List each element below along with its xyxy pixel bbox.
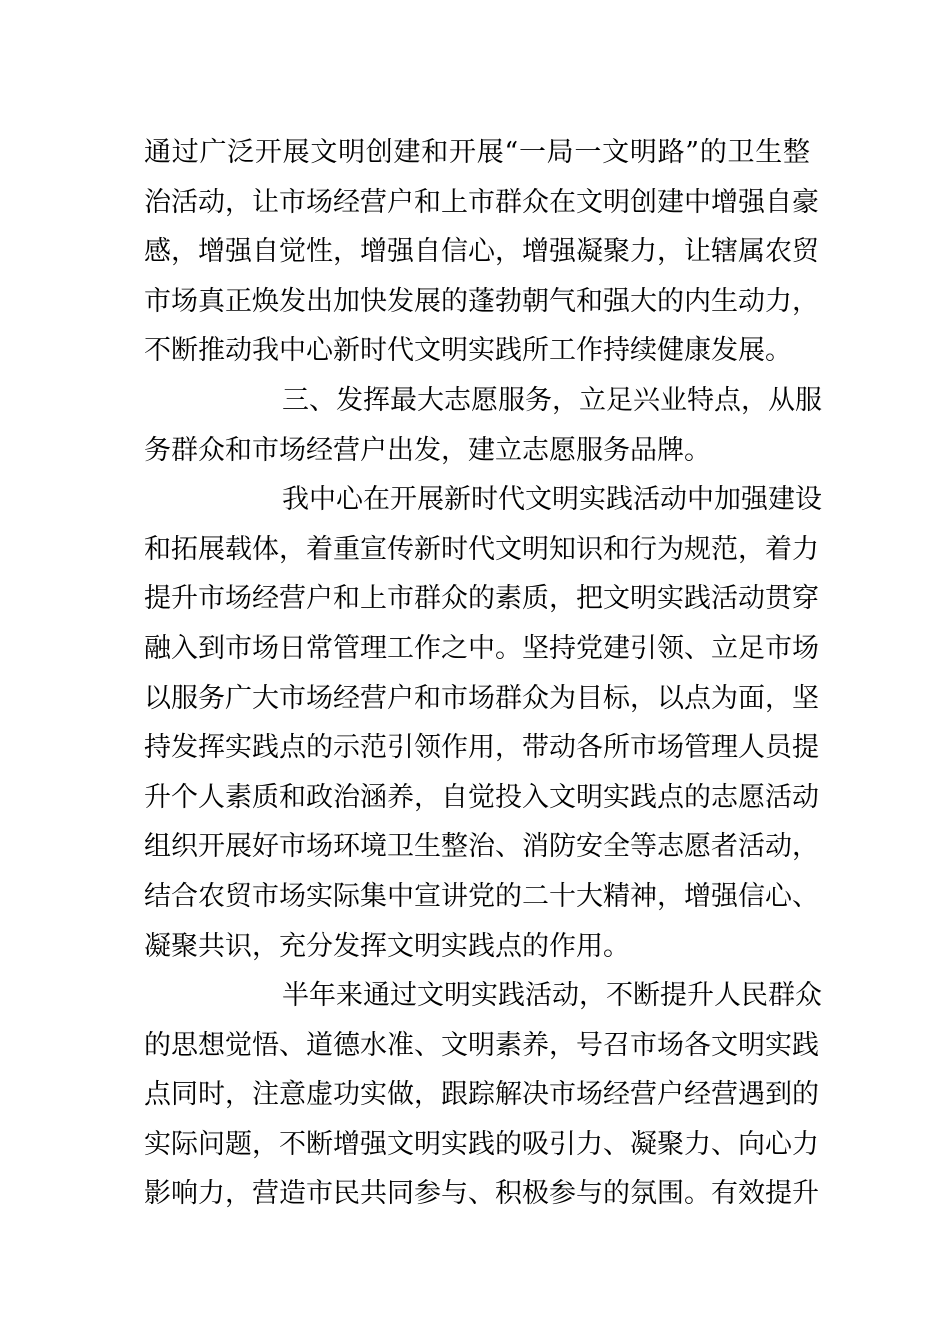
text-line: 实际问题，不断增强文明实践的吸引力、凝聚力、向心力	[144, 1128, 819, 1160]
text-line: 点同时，注意虚功实做，跟踪解决市场经营户经营遇到的	[144, 1079, 819, 1111]
text-line: 和拓展载体，着重宣传新时代文明知识和行为规范，着力	[144, 533, 819, 565]
text-line: 感，增强自觉性，增强自信心，增强凝聚力，让辖属农贸	[144, 236, 819, 268]
document-body	[144, 128, 822, 1219]
text-line: 凝聚共识，充分发挥文明实践点的作用。	[144, 930, 630, 962]
text-line: 影响力，营造市民共同参与、积极参与的氛围。有效提升	[144, 1178, 819, 1210]
text-line: 以服务广大市场经营户和市场群众为目标，以点为面，坚	[144, 682, 819, 714]
text-line: 提升市场经营户和上市群众的素质，把文明实践活动贯穿	[144, 583, 819, 615]
text-line: 半年来通过文明实践活动，不断提升人民群众	[282, 980, 822, 1012]
text-line: 结合农贸市场实际集中宣讲党的二十大精神，增强信心、	[144, 880, 819, 912]
text-line: 治活动，让市场经营户和上市群众在文明创建中增强自豪	[144, 186, 819, 218]
text-line: 市场真正焕发出加快发展的蓬勃朝气和强大的内生动力，	[144, 285, 819, 317]
text-line: 融入到市场日常管理工作之中。坚持党建引领、立足市场	[144, 632, 819, 664]
text-line: 持发挥实践点的示范引领作用，带动各所市场管理人员提	[144, 732, 819, 764]
paragraph-2-section-heading	[144, 376, 822, 475]
paragraph-4	[144, 971, 822, 1219]
text-line: 升个人素质和政治涵养，自觉投入文明实践点的志愿活动	[144, 781, 819, 813]
text-line: 通过广泛开展文明创建和开展“一局一文明路”的卫生整	[144, 137, 810, 168]
text-line: 的思想觉悟、道德水准、文明素养，号召市场各文明实践	[144, 1029, 819, 1061]
paragraph-1	[144, 128, 819, 376]
text-line: 组织开展好市场环境卫生整治、消防安全等志愿者活动，	[144, 831, 819, 863]
text-line: 务群众和市场经营户出发，建立志愿服务品牌。	[144, 434, 711, 466]
text-line: 不断推动我中心新时代文明实践所工作持续健康发展。	[144, 335, 792, 367]
text-line: 三、发挥最大志愿服务，立足兴业特点，从服	[282, 384, 822, 416]
paragraph-3	[144, 475, 822, 971]
text-line: 我中心在开展新时代文明实践活动中加强建设	[282, 484, 822, 516]
